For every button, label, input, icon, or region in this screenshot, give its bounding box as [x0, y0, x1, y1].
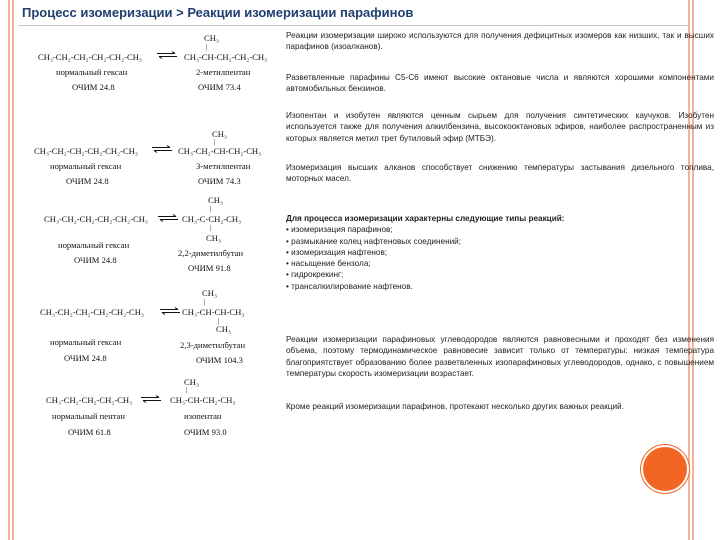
- left-name: нормальный гексан: [58, 240, 130, 250]
- branch-top: CH₃: [202, 288, 217, 298]
- branch-top: CH₃: [208, 195, 223, 205]
- right-name: 2-метилпентан: [196, 67, 251, 77]
- right-name: 2,3-диметилбутан: [180, 340, 246, 350]
- list-item: • изомеризация парафинов;: [286, 224, 714, 235]
- branch-top: CH₃: [184, 377, 199, 387]
- branch-bond: |: [218, 317, 220, 325]
- paragraph-text: Реакции изомеризации широко используются для получения дефицитных изомеров как низших, так и высших парафинов (изоалканов).: [286, 31, 714, 52]
- equilibrium-arrow-icon: [141, 395, 161, 403]
- right-formula: CH₃-CH₂-CH-CH₂-CH₃: [178, 146, 262, 156]
- right-ochim: ОЧИМ 104.3: [196, 355, 243, 365]
- branch-bond: |: [214, 138, 216, 146]
- paragraph-higher-alkanes: [286, 162, 714, 185]
- reaction-types-section: [286, 213, 714, 292]
- right-formula: CH₃-CH-CH-CH₃: [182, 307, 245, 317]
- paragraph-text: Изомеризация высших алканов способствует снижению температуры застывания дизельного топлива, моторных масел.: [286, 163, 714, 184]
- reaction-types-title: Для процесса изомеризации характерны следующие типы реакций:: [286, 214, 565, 223]
- paragraph-text: Изопентан и изобутен являются ценным сырьем для получения синтетических каучуков. Изобутен используется также для получения алкилбензина, высокооктановых эфиров, наиболее распространенным из которых является метил трет бутиловый эфир (МТБЭ).: [286, 111, 714, 143]
- branch-bond: |: [210, 205, 212, 213]
- branch-bond: |: [206, 43, 208, 51]
- paragraph-text: Кроме реакций изомеризации парафинов, протекают несколько других важных реакций.: [286, 402, 624, 411]
- right-ochim: ОЧИМ 91.8: [188, 263, 231, 273]
- paragraph-usage: [286, 30, 714, 53]
- left-formula: CH₃-CH₂-CH₂-CH₂-CH₂-CH₃: [40, 307, 144, 317]
- left-ochim: ОЧИМ 24.8: [74, 255, 117, 265]
- list-item: • изомеризация нафтенов;: [286, 247, 714, 258]
- right-ochim: ОЧИМ 93.0: [184, 427, 227, 437]
- left-formula: CH₃-CH₂-CH₂-CH₂-CH₂-CH₃: [34, 146, 138, 156]
- paragraph-isopentane: [286, 110, 714, 144]
- list-item: • насыщение бензола;: [286, 258, 714, 269]
- right-name: 3-метилпентан: [196, 161, 251, 171]
- left-formula: CH₃-CH₂-CH₂-CH₂-CH₂-CH₃: [38, 52, 142, 62]
- left-name: нормальный гексан: [56, 67, 128, 77]
- branch-bottom: CH₃: [206, 233, 221, 243]
- branch-top: CH₃: [212, 129, 227, 139]
- page-title: Процесс изомеризации > Реакции изомеризации парафинов: [22, 5, 414, 20]
- right-ochim: ОЧИМ 73.4: [198, 82, 241, 92]
- right-formula: CH₃-CH-CH₂-CH₃: [170, 395, 236, 405]
- paragraph-text: Разветвленные парафины С5-С6 имеют высокие октановые числа и являются хорошими компонентами автомобильных бензинов.: [286, 73, 714, 94]
- branch-top: CH₃: [204, 33, 219, 43]
- paragraph-text: Реакции изомеризации парафиновых углеводородов являются равновесными и проходят без изменения объема, поэтому термодинамическое равновесие зависит только от температуры: низкая температура благоприятствует образованию более разветвленных изопарафиновых углеводородов, однако, с повышением температуры скорость изомеризации возрастает.: [286, 335, 714, 378]
- paragraph-other-reactions: [286, 401, 714, 412]
- right-ochim: ОЧИМ 74.3: [198, 176, 241, 186]
- left-ochim: ОЧИМ 61.8: [68, 427, 111, 437]
- list-item: • трансалкилирование нафтенов.: [286, 281, 714, 292]
- left-formula: CH₃-CH₂-CH₂-CH₂-CH₂-CH₃: [44, 214, 148, 224]
- list-item: • размыкание колец нафтеновых соединений;: [286, 236, 714, 247]
- decorative-orange-circle: [643, 447, 687, 491]
- paragraph-equilibrium: [286, 334, 714, 379]
- branch-bond: |: [204, 298, 206, 306]
- left-name: нормальный гексан: [50, 337, 122, 347]
- left-name: нормальный пентан: [52, 411, 125, 421]
- left-formula: CH₃-CH₂-CH₂-CH₂-CH₃: [46, 395, 133, 405]
- right-name: 2,2-диметилбутан: [178, 248, 244, 258]
- right-formula: CH₃-CH-CH₂-CH₂-CH₃: [184, 52, 268, 62]
- branch-bond: |: [210, 224, 212, 232]
- list-item: • гидрокрекинг;: [286, 269, 714, 280]
- paragraph-branched-paraffins: [286, 72, 714, 95]
- reaction-types-list: [286, 224, 714, 292]
- left-ochim: ОЧИМ 24.8: [64, 353, 107, 363]
- right-name: изопентан: [184, 411, 222, 421]
- branch-bottom: CH₃: [216, 324, 231, 334]
- branch-bond: |: [186, 386, 188, 394]
- left-ochim: ОЧИМ 24.8: [66, 176, 109, 186]
- reaction-5: [0, 0, 285, 445]
- right-formula: CH₃-C-CH₂-CH₃: [182, 214, 242, 224]
- left-ochim: ОЧИМ 24.8: [72, 82, 115, 92]
- left-name: нормальный гексан: [50, 161, 122, 171]
